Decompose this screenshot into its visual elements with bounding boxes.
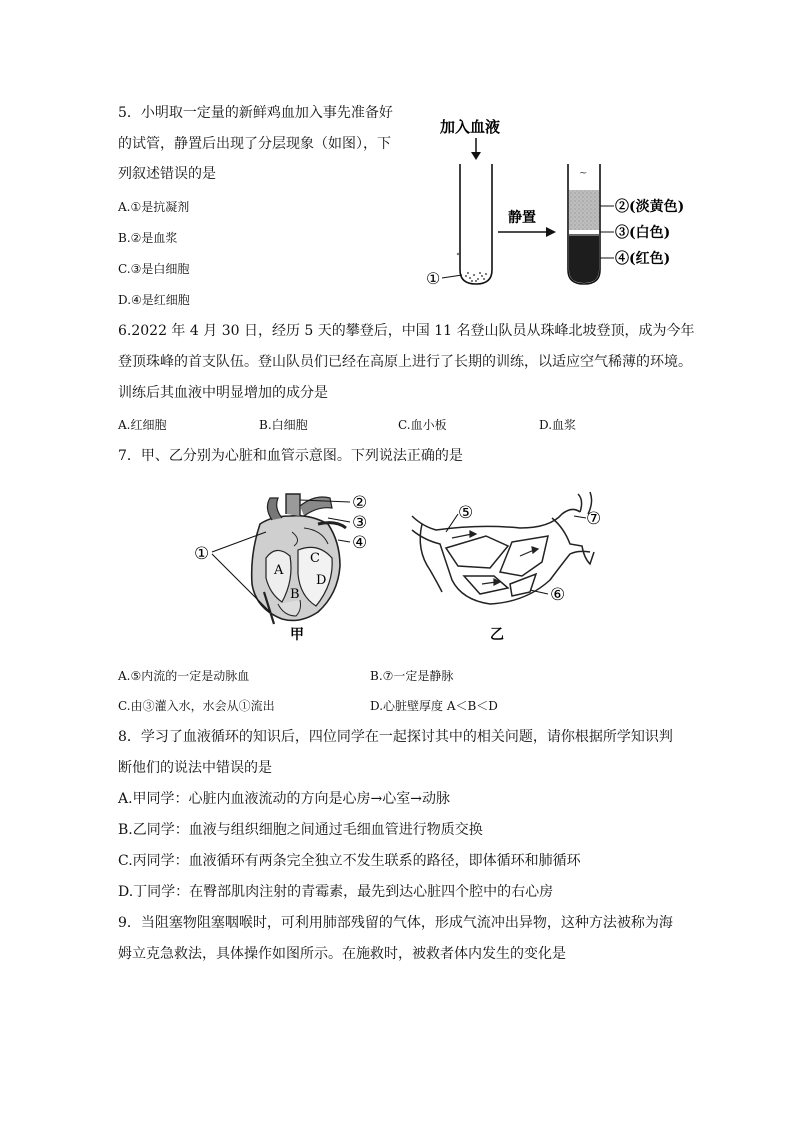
q6-option-d: D.血浆 [539,418,577,432]
q5-plasma-layer [569,190,599,230]
q6-option-b: B.白细胞 [259,418,308,432]
q7-caption-jia: 甲 [290,627,304,643]
q7-marker-5: ⑤ [458,503,474,523]
q7-option-c: C.由③灌入水，水会从①流出 [118,699,275,713]
svg-text:~: ~ [579,168,588,179]
q5-fig-marker-1: ① [426,269,441,288]
q7-heart-diagram [252,494,346,624]
q6-line-1: 6.2022 年 4 月 30 日，经历 5 天的攀登后，中国 11 名登山队员从珠峰北坡登顶，成为今年 [118,323,695,339]
q7-chamber-c: C [310,551,320,566]
q6-line-3: 训练后其血液中明显增加的成分是 [118,385,328,401]
q7-chamber-d: D [316,573,327,588]
q9-line-1: 9．当阻塞物阻塞咽喉时，可利用肺部残留的气体，形成气流冲出异物，这种方法被称为海 [118,915,673,931]
q8-option-c: C.丙同学：血液循环有两条完全独立不发生联系的路径，即体循环和肺循环 [118,853,581,869]
q7-option-d: D.心脏壁厚度 A＜B＜D [370,699,498,713]
q5-test-tube-figure [418,108,708,293]
q7-line-1: 7．甲、乙分别为心脏和血管示意图。下列说法正确的是 [118,448,463,464]
q9-line-2: 姆立克急救法，具体操作如图所示。在施救时，被救者体内发生的变化是 [118,946,566,962]
q7-option-a: A.⑤内流的一定是动脉血 [118,669,250,683]
q5-option-b: B.②是血浆 [118,231,178,245]
q5-line-2: 的试管，静置后出现了分层现象（如图），下 [118,136,391,152]
q7-marker-3: ③ [352,513,368,533]
q5-fig-layer-4: ④(红色) [615,251,671,267]
q8-option-b: B.乙同学：血液与组织细胞之间通过毛细血管进行物质交换 [118,822,483,838]
q6-line-2: 登顶珠峰的首支队伍。登山队员们已经在高原上进行了长期的训练，以适应空气稀薄的环境。 [118,354,692,370]
q5-fig-arrow-label: 静置 [508,210,536,226]
q7-heart-vessel-figure [190,484,620,644]
q6-option-a: A.红细胞 [118,418,167,432]
q5-red-cell-layer [569,236,599,283]
q8-option-a: A.甲同学：心脏内血液流动的方向是心房→心室→动脉 [118,791,451,807]
q7-chamber-b: B [290,587,300,602]
q5-option-d: D.④是红细胞 [118,293,190,307]
q5-fig-top-label: 加入血液 [440,118,501,136]
q5-option-c: C.③是白细胞 [118,262,190,276]
q7-marker-2: ② [352,493,368,513]
q7-caption-yi: 乙 [490,627,504,643]
q5-line-1: 5．小明取一定量的新鲜鸡血加入事先准备好 [118,105,393,121]
q7-marker-4: ④ [352,533,368,553]
q6-option-c: C.血小板 [398,418,447,432]
q5-fig-layer-2: ②(淡黄色) [615,199,685,215]
q8-line-1: 8．学习了血液循环的知识后，四位同学在一起探讨其中的相关问题，请你根据所学知识判 [118,729,673,745]
q7-chamber-a: A [274,563,284,578]
q7-capillary-diagram [412,492,594,604]
q5-line-3: 列叙述错误的是 [118,166,216,182]
q5-fig-layer-3: ③(白色) [615,225,671,241]
q7-marker-6: ⑥ [550,585,566,605]
q7-option-b: B.⑦一定是静脉 [370,669,454,683]
q8-option-d: D.丁同学：在臀部肌肉注射的青霉素，最先到达心脏四个腔中的右心房 [118,884,554,900]
q7-marker-7: ⑦ [586,509,602,529]
q5-option-a: A.①是抗凝剂 [118,200,190,214]
q5-white-cell-layer [569,230,599,235]
q7-marker-1: ① [194,544,210,564]
q8-line-2: 断他们的说法中错误的是 [118,760,272,776]
